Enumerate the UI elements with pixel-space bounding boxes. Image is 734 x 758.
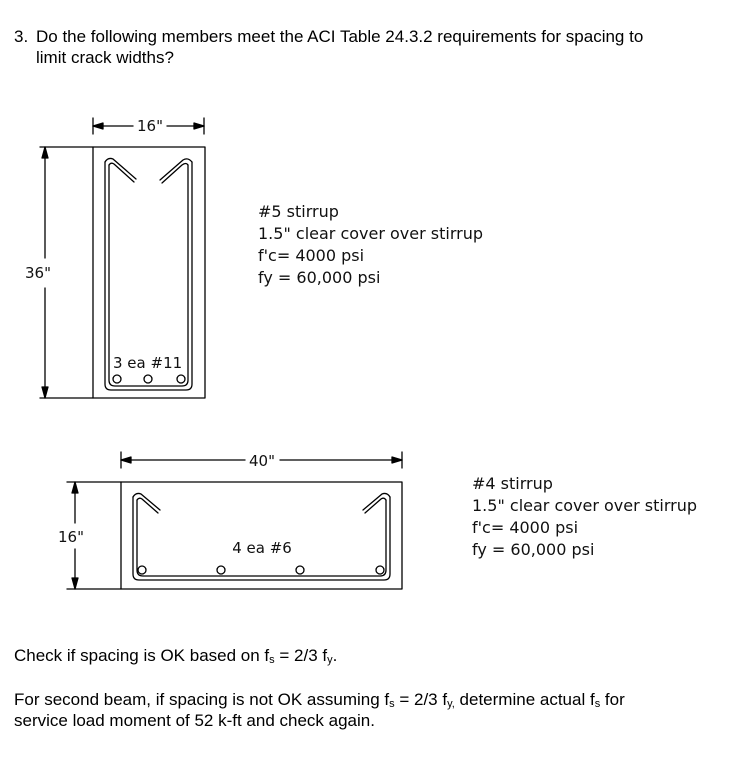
beam1-bar [113,375,121,383]
check-instruction: Check if spacing is OK based on $f_s = 2/3$ $f_y$. [14,646,338,666]
beam2-bar [376,566,384,574]
beam1-width-label: 16" [137,117,163,135]
beam2-height-label: 16" [58,528,84,546]
beam2-notes [472,473,697,561]
question-line-2: limit crack widths? [36,48,174,67]
beam2-note-fy: fy = 60,000 psi [472,540,595,559]
beam2-bar [296,566,304,574]
beam1-note-cover: 1.5" clear cover over stirrup [258,224,483,243]
second-beam-instruction: For second beam, if spacing is not OK assuming $f_s = 2/3$ $f_{y,}$ determine actual $f_s$ for service load moment of 52 k-ft and check again. [14,689,726,731]
beam1-bars-label: 3 ea #11 [113,354,183,372]
beam1-height-label: 36" [25,264,51,282]
second-beam-line-2: service load moment of 52 k-ft and check again. [14,711,375,730]
beam2-note-fc: f'c= 4000 psi [472,518,579,537]
beam1-notes [258,201,483,289]
beam1-note-stirrup: #5 stirrup [258,202,339,221]
beam2-bars-label: 4 ea #6 [232,539,292,557]
beam2-note-stirrup: #4 stirrup [472,474,553,493]
beam2-outline [121,482,402,589]
question-line-1: Do the following members meet the ACI Table 24.3.2 requirements for spacing to [36,27,644,46]
beam1-note-fc: f'c= 4000 psi [258,246,365,265]
beam2-bar [138,566,146,574]
beam2-width-label: 40" [249,452,275,470]
beam2-note-cover: 1.5" clear cover over stirrup [472,496,697,515]
beam1-bar [177,375,185,383]
question-number: 3. [14,27,29,46]
beam1-note-fy: fy = 60,000 psi [258,268,381,287]
beam2-bar [217,566,225,574]
beam2-stirrup [133,493,390,580]
beam1-bar [144,375,152,383]
